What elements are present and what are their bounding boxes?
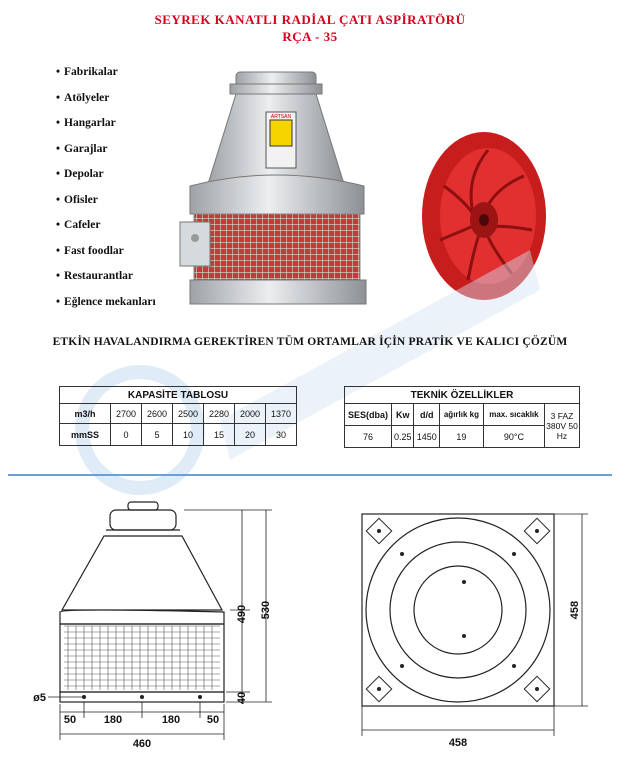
dim-plan-height: 458 (569, 600, 581, 620)
list-item: • Ofisler (56, 194, 156, 220)
table-cell: 2600 (142, 404, 173, 424)
table-cell: 1450 (414, 426, 440, 448)
dim-segment: 50 (63, 714, 77, 726)
dim-total-height: 530 (260, 600, 272, 620)
table-cell: 30 (266, 424, 297, 446)
list-item: • Atölyeler (56, 92, 156, 118)
dim-base-height: 40 (236, 691, 248, 705)
slogan: ETKİN HAVALANDIRMA GEREKTİREN TÜM ORTAMLAR İÇİN PRATİK VE KALICI ÇÖZÜM (52, 336, 568, 348)
list-item: • Hangarlar (56, 117, 156, 143)
page-title: SEYREK KANATLI RADİAL ÇATI ASPİRATÖRÜ (154, 12, 466, 27)
list-item: • Fast foodlar (56, 245, 156, 271)
table-cell: Kw (392, 404, 414, 426)
model-code: RÇA - 35 (282, 29, 338, 44)
table-cell: m3/h (60, 404, 111, 424)
table-cell: 0 (111, 424, 142, 446)
watermark-logo (70, 230, 570, 510)
table-cell: 3 FAZ 380V 50 Hz (545, 404, 580, 448)
capacity-table (59, 386, 297, 446)
table-cell: 10 (173, 424, 204, 446)
list-item: • Restaurantlar (56, 270, 156, 296)
dim-body-height: 490 (236, 604, 248, 624)
table-cell: 1370 (266, 404, 297, 424)
table-cell: 2700 (111, 404, 142, 424)
table-cell: SES(dba) (345, 404, 392, 426)
dim-segment: 180 (103, 714, 123, 726)
table-cell: 2500 (173, 404, 204, 424)
dim-base-width: 460 (132, 738, 152, 750)
table-cell: 90°C (483, 426, 544, 448)
dim-plan-width: 458 (448, 737, 468, 749)
section-divider (8, 474, 612, 476)
table-cell: max. sıcaklık (483, 404, 544, 426)
dim-segment: 180 (161, 714, 181, 726)
side-view-drawing (10, 490, 300, 760)
tech-table (344, 386, 580, 448)
table-cell: d/d (414, 404, 440, 426)
list-item: • Depolar (56, 168, 156, 194)
dim-hole-diameter: ø5 (33, 692, 46, 704)
list-item: • Eğlence mekanları (56, 296, 156, 322)
table-cell: 76 (345, 426, 392, 448)
table-cell: 15 (204, 424, 235, 446)
table-cell: 19 (440, 426, 484, 448)
table-cell: 20 (235, 424, 266, 446)
list-item: • Fabrikalar (56, 66, 156, 92)
plan-view-drawing (340, 490, 600, 760)
table-cell: 2280 (204, 404, 235, 424)
list-item: • Cafeler (56, 219, 156, 245)
list-item: • Garajlar (56, 143, 156, 169)
tech-table-title: TEKNİK ÖZELLİKLER (345, 387, 580, 404)
dim-segment: 50 (206, 714, 220, 726)
table-cell: 0.25 (392, 426, 414, 448)
table-cell: ağırlık kg (440, 404, 484, 426)
label-brand: ARTSAN (270, 114, 292, 120)
table-cell: mmSS (60, 424, 111, 446)
capacity-table-title: KAPASİTE TABLOSU (60, 387, 297, 404)
table-cell: 5 (142, 424, 173, 446)
table-cell: 2000 (235, 404, 266, 424)
